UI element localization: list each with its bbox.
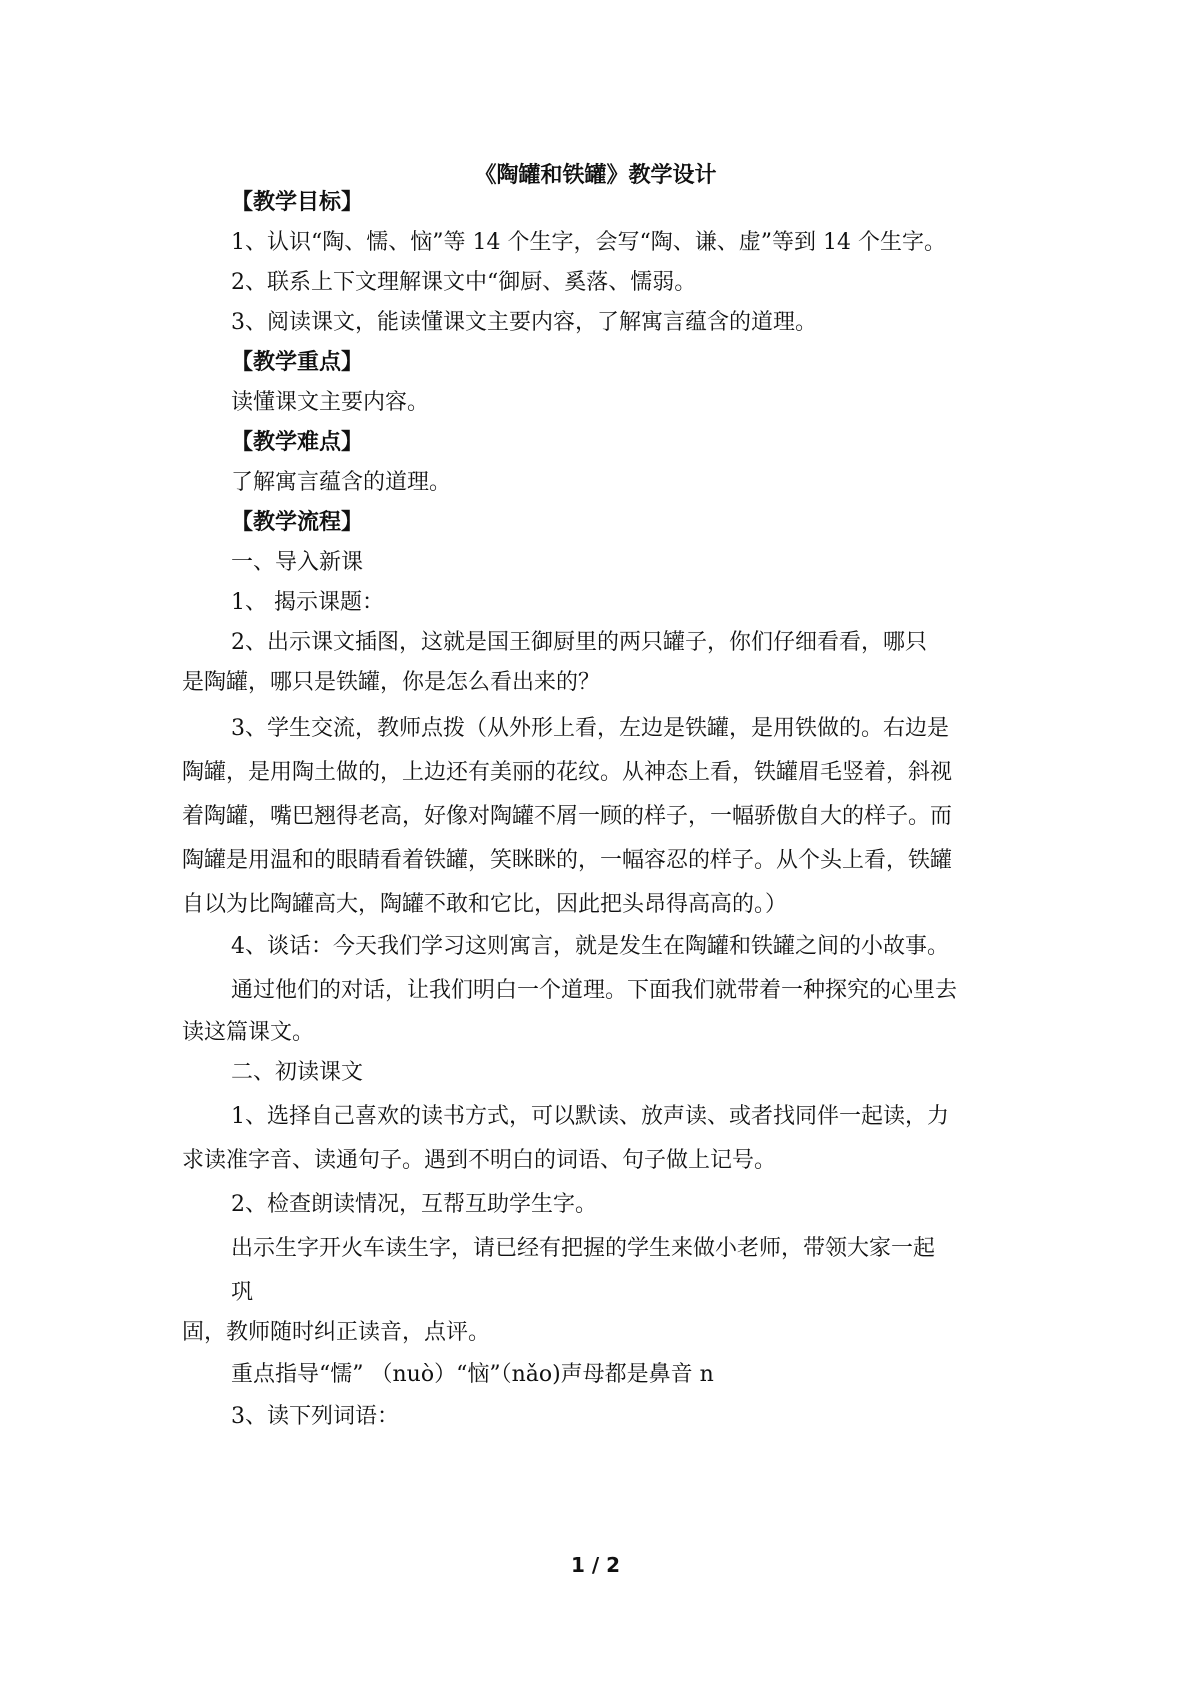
part1-item4b-line2: 读这篇课文。 — [182, 1020, 315, 1045]
part1-item3-line2: 陶罐，是用陶土做的，上边还有美丽的花纹。从神态上看，铁罐眉毛竖着，斜视 — [182, 760, 953, 785]
part1-item2-line1: 2、出示课文插图，这就是国王御厨里的两只罐子，你们仔细看看，哪只 — [231, 630, 927, 655]
part1-item3-line4: 陶罐是用温和的眼睛看着铁罐，笑眯眯的，一幅容忍的样子。从个头上看，铁罐 — [182, 848, 953, 873]
difficulty-text: 了解寓言蕴含的道理。 — [231, 470, 452, 495]
part2-item3: 3、读下列词语： — [231, 1404, 399, 1429]
goal-1: 1、认识“陶、懦、恼”等 14 个生字，会写“陶、谦、虚”等到 14 个生字。 — [231, 230, 946, 255]
page-number: 1 / 2 — [570, 1553, 621, 1577]
part1-item1: 1、 揭示课题： — [231, 590, 384, 615]
goals-heading: 【教学目标】 — [231, 190, 364, 215]
part1-item3-line3: 着陶罐，嘴巴翘得老高，好像对陶罐不屑一顾的样子，一幅骄傲自大的样子。而 — [182, 804, 953, 829]
part2-item2b-line2: 巩 — [231, 1280, 254, 1305]
part2-item2b-line1: 出示生字开火车读生字，请已经有把握的学生来做小老师，带领大家一起 — [231, 1236, 936, 1261]
difficulty-heading: 【教学难点】 — [231, 430, 364, 455]
goal-3: 3、阅读课文，能读懂课文主要内容，了解寓言蕴含的道理。 — [231, 310, 817, 335]
part1-item3-line5: 自以为比陶罐高大，陶罐不敢和它比，因此把头昂得高高的。） — [182, 892, 788, 917]
goal-2: 2、联系上下文理解课文中“御厨、奚落、懦弱。 — [231, 270, 697, 295]
key-text: 读懂课文主要内容。 — [231, 390, 430, 415]
part1-item4: 4、谈话：今天我们学习这则寓言，就是发生在陶罐和铁罐之间的小故事。 — [231, 934, 949, 959]
part2-item2c: 重点指导“懦” （nuò）“恼”（nǎo)声母都是鼻音 n — [231, 1362, 714, 1387]
part1-item2-line2: 是陶罐，哪只是铁罐，你是怎么看出来的？ — [182, 670, 601, 695]
part2-item1-line2: 求读准字音、读通句子。遇到不明白的词语、句子做上记号。 — [182, 1148, 777, 1173]
part1-item3-line1: 3、学生交流，教师点拨（从外形上看，左边是铁罐，是用铁做的。右边是 — [231, 716, 949, 741]
key-heading: 【教学重点】 — [231, 350, 364, 375]
part1-item4b-line1: 通过他们的对话，让我们明白一个道理。下面我们就带着一种探究的心里去 — [231, 978, 958, 1003]
part2-item2: 2、检查朗读情况，互帮互助学生字。 — [231, 1192, 597, 1217]
part2-item1-line1: 1、选择自己喜欢的读书方式，可以默读、放声读、或者找同伴一起读，力 — [231, 1104, 949, 1129]
document-title: 《陶罐和铁罐》教学设计 — [474, 163, 717, 188]
part2-title: 二、初读课文 — [231, 1060, 364, 1085]
part2-item2b-line3: 固，教师随时纠正读音，点评。 — [182, 1320, 491, 1345]
process-heading: 【教学流程】 — [231, 510, 364, 535]
part1-title: 一、导入新课 — [231, 550, 364, 575]
